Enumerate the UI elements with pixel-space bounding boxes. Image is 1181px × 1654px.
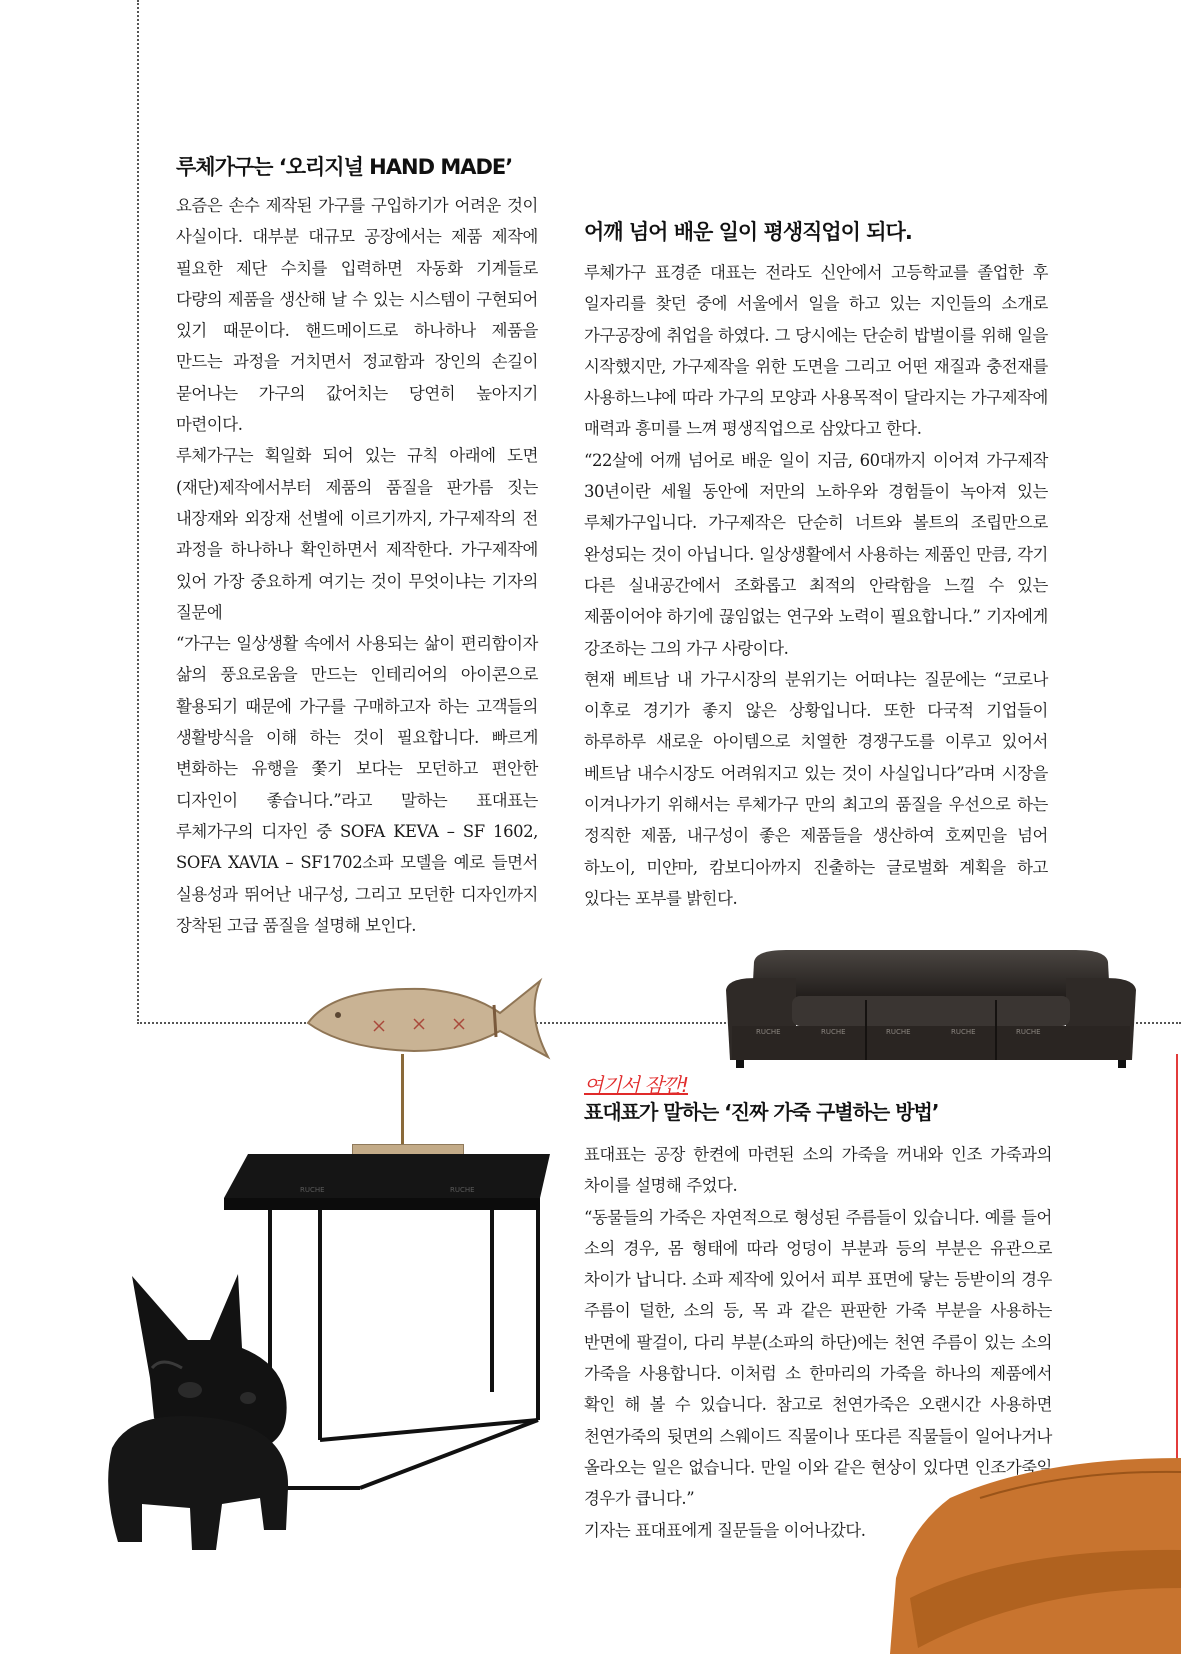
section-heading-handmade: 루체가구는 ‘오리지널 HAND MADE’	[176, 155, 513, 179]
fish-stand-rod	[401, 1054, 404, 1154]
wooden-fish-sculpture-image	[304, 975, 552, 1065]
brand-mark: RUCHE	[300, 1186, 325, 1194]
article-column-left	[176, 190, 538, 941]
paragraph: 요즘은 손수 제작된 가구를 구입하기가 어려운 것이 사실이다. 대부분 대규모 공장에서는 제품 제작에 필요한 제단 수치를 입력하면 자동화 기계들로 다량의 제품을 생산해 날 수 있는 시스템이 구현되어 있기 때문이다. 핸드메이드로 하나하나 제품을 만드는 과정을 거치면서 정교함과 장인의 손길이 묻어나는 가구의 값어치는 당연히 높아지기 마련이다.	[176, 196, 538, 435]
paragraph: “22살에 어깨 넘어로 배운 일이 지금, 60대까지 이어져 가구제작 30년이란 세월 동안에 저만의 노하우와 경험들이 녹아져 있는 루체가구입니다. 가구제작은 단순히 너트와 볼트의 조립만으로 완성되는 것이 아닙니다. 일상생활에서 사용하는 제품인 만큼, 각기 다른 실내공간에서 조화롭고 최적의 안락함을 느낄 수 있는 제품이어야 하기에 끊임없는 연구와 노력이 필요합니다.” 기자에게 강조하는 그의 가구 사랑이다.	[584, 450, 1048, 658]
brand-mark: RUCHE	[756, 1028, 781, 1036]
brand-mark: RUCHE	[951, 1028, 976, 1036]
brand-mark: RUCHE	[1016, 1028, 1041, 1036]
paragraph: 현재 베트남 내 가구시장의 분위기는 어떠냐는 질문에는 “코로나 이후로 경기가 좋지 않은 상황입니다. 또한 다국적 기업들이 하루하루 새로운 아이템으로 치열한 경쟁구도를 이루고 있어서 베트남 내수시장도 어려워지고 있는 것이 사실입니다”라며 시장을 이겨나가기 위해서는 루체가구 만의 최고의 품질을 우선으로 하는 정직한 제품, 내구성이 좋은 제품들을 생산하여 호찌민을 넘어 하노이, 미얀마, 캄보디아까지 진출하는 글로벌화 계획을 하고 있다는 포부를 밝힌다.	[584, 669, 1048, 908]
section-heading-career: 어깨 넘어 배운 일이 평생직업이 되다.	[584, 220, 912, 244]
paragraph: 표대표는 공장 한켠에 마련된 소의 가죽을 꺼내와 인조 가죽과의 차이를 설명해 주었다.	[584, 1145, 1052, 1196]
paragraph: 루체가구 표경준 대표는 전라도 신안에서 고등학교를 졸업한 후 일자리를 찾던 중에 서울에서 일을 하고 있는 지인들의 소개로 가구공장에 취업을 하였다. 그 당시에는 단순히 밥벌이를 위해 일을 시작했지만, 가구제작을 위한 도면을 그리고 어떤 재질과 충전재를 사용하느냐에 따라 가구의 모양과 사용목적이 달라지는 가구제작에 매력과 흥미를 느껴 평생직업으로 삼았다고 한다.	[584, 263, 1048, 439]
tan-leather-sofa-image	[890, 1458, 1181, 1654]
sidebar-kicker: 여기서 잠깐!	[584, 1073, 688, 1097]
dotted-divider-vertical	[137, 0, 139, 1024]
brand-mark: RUCHE	[821, 1028, 846, 1036]
brand-mark: RUCHE	[886, 1028, 911, 1036]
paragraph: “가구는 일상생활 속에서 사용되는 삶이 편리함이자 삶의 풍요로움을 만드는 인테리어의 아이콘으로 활용되기 때문에 가구를 구매하고자 하는 고객들의 생활방식을 이해 하는 것이 필요합니다. 빠르게 변화하는 유행을 쫓기 보다는 모던하고 편안한 디자인이 좋습니다.”라고 말하는 표대표는 루체가구의 디자인 중 SOFA KEVA – SF 1602, SOFA XAVIA – SF1702소파 모델을 예로 들면서 실용성과 뛰어난 내구성, 그리고 모던한 디자인까지 장착된 고급 품질을 설명해 보인다.	[176, 634, 538, 935]
leather-sofa-image	[726, 948, 1136, 1070]
sidebar-accent-line	[1176, 1054, 1178, 1464]
sidebar-heading: 표대표가 말하는 ‘진짜 가죽 구별하는 방법’	[584, 1100, 939, 1124]
article-column-right	[584, 257, 1048, 914]
paragraph: 루체가구는 획일화 되어 있는 규칙 아래에 도면(재단)제작에서부터 제품의 품질을 판가름 짓는 내장재와 외장재 선별에 이르기까지, 가구제작의 전 과정을 하나하나 확인하면서 제작한다. 가구제작에 있어 가장 중요하게 여기는 것이 무엇이냐는 기자의 질문에	[176, 446, 538, 622]
black-dog-figurine-image	[92, 1268, 324, 1558]
paragraph: 기자는 표대표에게 질문들을 이어나갔다.	[584, 1520, 866, 1540]
paragraph: “동물들의 가죽은 자연적으로 형성된 주름들이 있습니다. 예를 들어 소의 경우, 몸 형태에 따라 엉덩이 부분과 등의 부분은 유관으로 차이가 납니다. 소파 제작에 있어서 피부 표면에 닿는 등받이의 경우 주름이 덜한, 소의 등, 목 과 같은 판판한 가죽 부분을 사용하는 반면에 팔걸이, 다리 부분(소파의 하단)에는 천연 주름이 있는 소의 가죽을 사용합니다. 이처럼 소 한마리의 가죽을 하나의 제품에서 확인 해 볼 수 있습니다. 참고로 천연가죽은 오랜시간 사용하면 천연가죽의 뒷면의 스웨이드 직물이나 또다른 직물들이 일어나거나 올라오는 일은 없습니다. 만일 이와 같은 현상이 있다면 인조가죽일 경우가 큽니다.”	[584, 1207, 1052, 1509]
brand-mark: RUCHE	[450, 1186, 475, 1194]
